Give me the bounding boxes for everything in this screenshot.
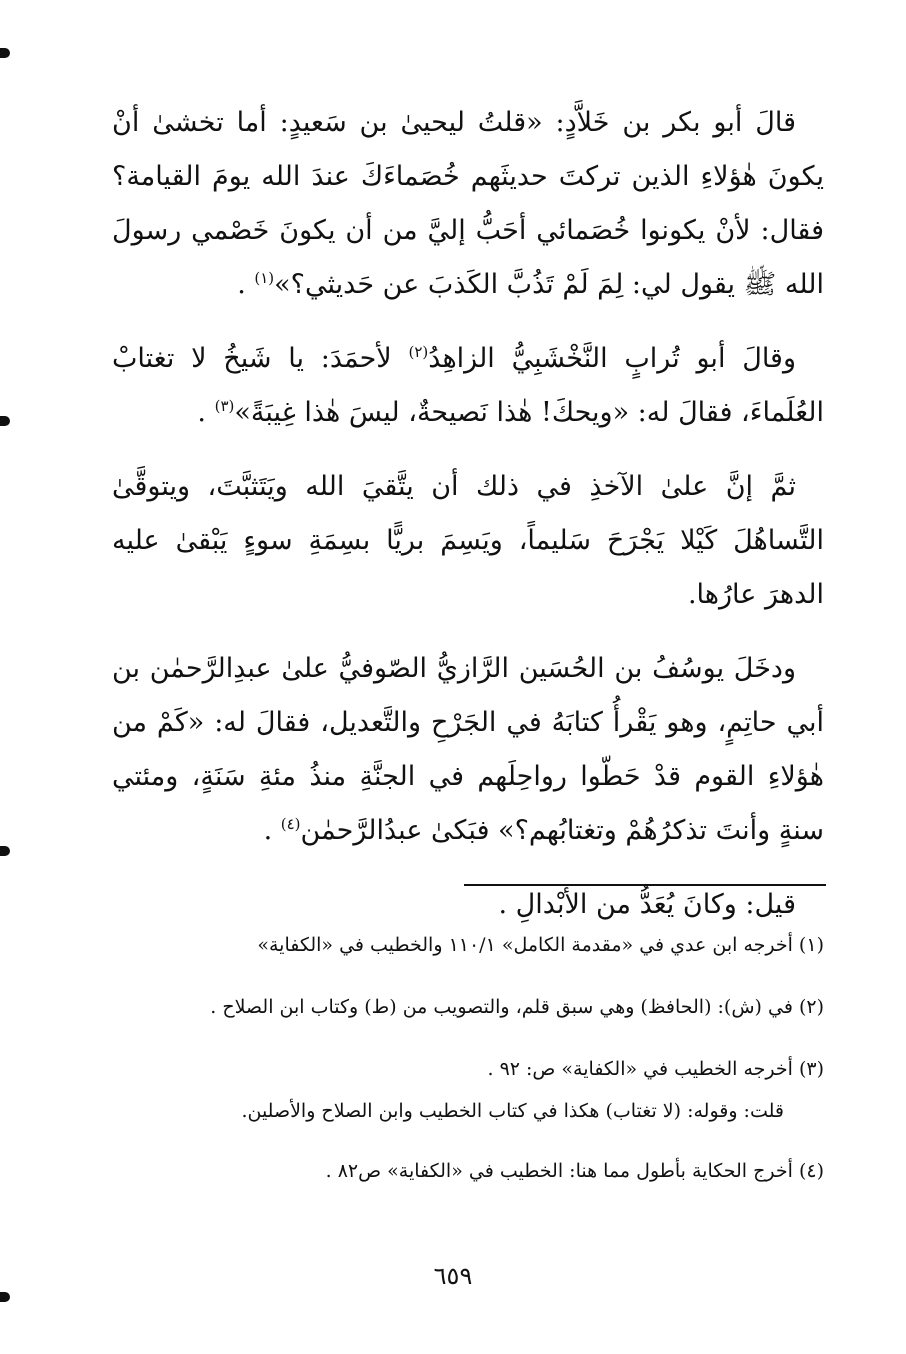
paragraph-3: ثمَّ إنَّ علىٰ الآخذِ في ذلك أن يتَّقيَ الله ويَتَثبَّتَ، ويتوقَّىٰ التَّساهُلَ كَيْلا يَجْرَحَ سَليماً، ويَسِمَ بريًّا بسِمَةِ سوءٍ يَبْقىٰ عليه الدهرَ عارُها. <box>112 471 824 610</box>
footnote-3-note: قلت: وقوله: (لا تغتاب) هكذا في كتاب الخطيب وابن الصلاح والأصلين. <box>241 1100 784 1122</box>
footnote-ref-1: (١) <box>254 269 275 287</box>
scan-edge-mark <box>0 1292 10 1302</box>
scan-edge-mark <box>0 48 10 58</box>
footnote-ref-4: (٤) <box>280 815 301 833</box>
paragraph-1: قالَ أبو بكر بن خَلاَّدٍ: «قلتُ ليحيىٰ بن سَعيدٍ: أما تخشىٰ أنْ يكونَ هٰؤلاءِ الذين تركتَ حديثَهم خُصَماءَكَ عندَ الله يومَ القيامة؟ فقال: لأنْ يكونوا خُصَمائي أحَبُّ إليَّ من أن يكونَ خَصْمي رسولَ الله ﷺ يقول لي: لِمَ لَمْ تَذُبَّ الكَذبَ عن حَديثي؟»$^{(١)}$ . <box>112 107 824 300</box>
paragraph-4: ودخَلَ يوسُفُ بن الحُسَين الرَّازيُّ الصّوفيُّ علىٰ عبدِالرَّحمٰن بن أبي حاتِمٍ، وهو يَقْرأُ كتابَهُ في الجَرْحِ والتَّعديل، فقالَ له: «كَمْ من هٰؤلاءِ القوم قدْ حَطّوا رواحِلَهم في الجنَّةِ منذُ مئةِ سَنَةٍ، ومئتي سنةٍ وأنتَ تذكرُهُمْ وتغتابُهم؟» فبَكىٰ عبدُالرَّحمٰن$^{(٤)}$ . <box>112 653 824 846</box>
page-number: ٦٥٩ <box>433 1262 473 1290</box>
footnote-2: (٢) في (ش): (الحافظ) وهي سبق قلم، والتصويب من (ط) وكتاب ابن الصلاح . <box>210 996 824 1018</box>
footnote-4: (٤) أخرج الحكاية بأطول مما هنا: الخطيب في «الكفاية» ص٨٢ . <box>325 1160 824 1182</box>
paragraph-2: وقالَ أبو تُرابٍ النَّخْشَبِيُّ الزاهِدُ$^{(٢)}$ لأحمَدَ: يا شَيخُ لا تغتابْ العُلَماءَ، فقالَ له: «ويحكَ! هٰذا نَصيحةٌ، ليسَ هٰذا غِيبَةً»$^{(٣)}$ . <box>112 343 824 428</box>
paragraph-5: قيل: وكانَ يُعَدُّ من الأبْدالِ . <box>498 889 796 920</box>
footnote-1: (١) أخرجه ابن عدي في «مقدمة الكامل» ١١٠/١ والخطيب في «الكفاية» <box>257 934 824 956</box>
footnote-ref-3: (٣) <box>214 397 235 415</box>
scan-edge-mark <box>0 846 10 856</box>
footnote-separator <box>464 884 826 886</box>
footnote-ref-2: (٢) <box>408 343 429 361</box>
footnote-3: (٣) أخرجه الخطيب في «الكفاية» ص: ٩٢ . <box>487 1058 824 1080</box>
scan-edge-mark <box>0 416 10 426</box>
main-text <box>112 96 824 932</box>
